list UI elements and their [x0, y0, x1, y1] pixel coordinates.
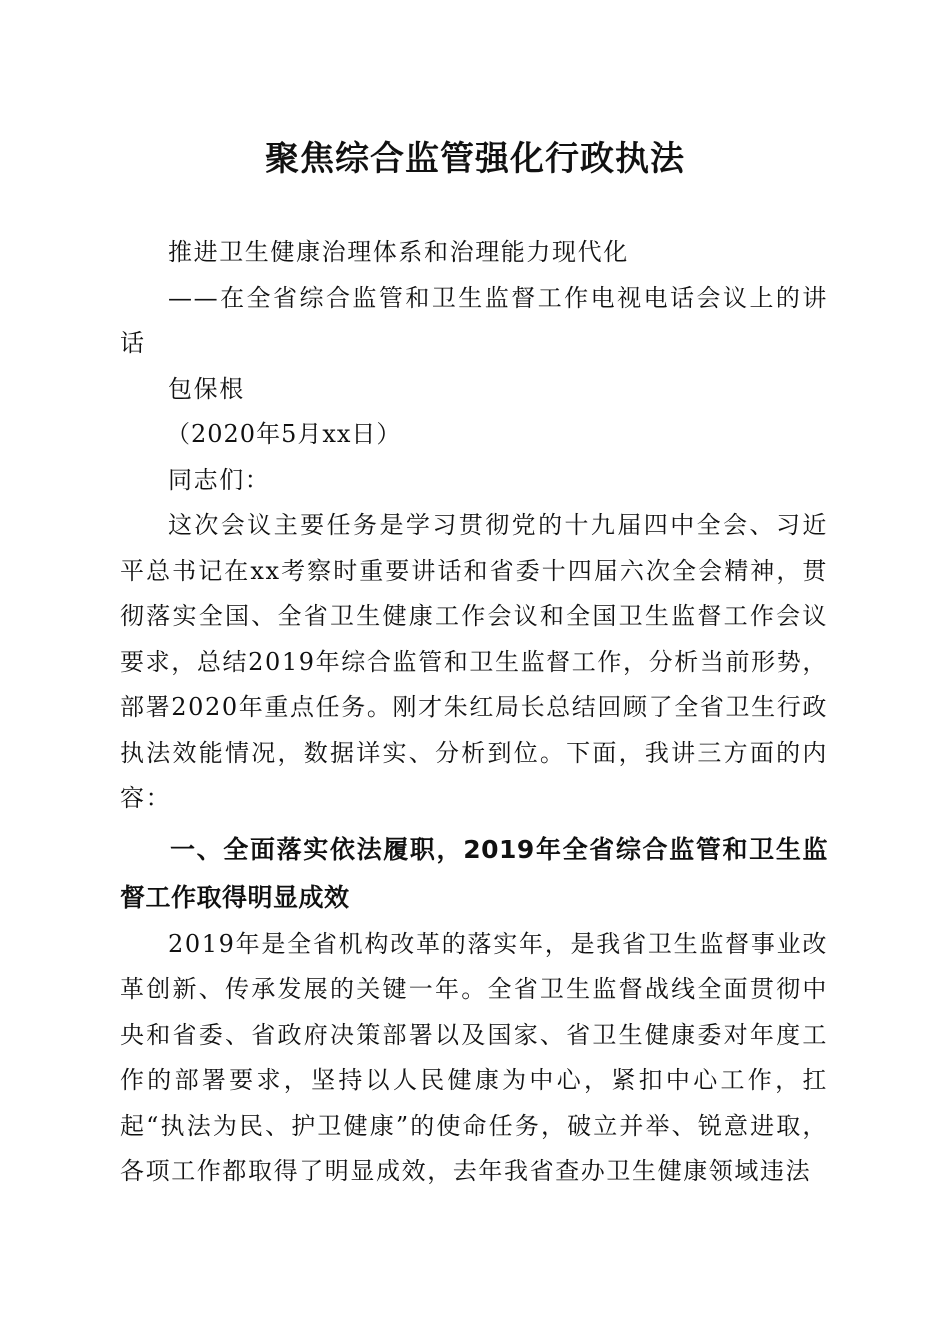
paragraph-section-1: 2019年是全省机构改革的落实年，是我省卫生监督事业改革创新、传承发展的关键一年。全省卫生监督战线全面贯彻中央和省委、省政府决策部署以及国家、省卫生健康委对年度工作的部署要求，坚持以人民健康为中心，紧扣中心工作，扛起“执法为民、护卫健康”的使命任务，破立并举、锐意进取，各项工作都取得了明显成效，去年我省查办卫生健康领域违法: [120, 929, 828, 1185]
subtitle-occasion: ——在全省综合监管和卫生监督工作电视电话会议上的讲话: [120, 283, 828, 357]
document-title: 聚焦综合监管强化行政执法: [265, 139, 685, 179]
subtitle-line: 推进卫生健康治理体系和治理能力现代化: [168, 238, 629, 266]
document-body: [120, 230, 828, 1195]
paragraph-intro: 这次会议主要任务是学习贯彻党的十九届四中全会、习近平总书记在xx考察时重要讲话和省委十四届六次全会精神，贯彻落实全国、全省卫生健康工作会议和全国卫生监督工作会议要求，总结2019年综合监管和卫生监督工作，分析当前形势，部署2020年重点任务。刚才朱红局长总结回顾了全省卫生行政执法效能情况，数据详实、分析到位。下面，我讲三方面的内容：: [120, 511, 828, 812]
section-heading-1: 一、全面落实依法履职，2019年全省综合监管和卫生监督工作取得明显成效: [120, 834, 828, 912]
salutation: 同志们：: [168, 465, 271, 494]
speech-date: （2020年5月xx日）: [166, 420, 402, 448]
author-name: 包保根: [168, 374, 245, 403]
